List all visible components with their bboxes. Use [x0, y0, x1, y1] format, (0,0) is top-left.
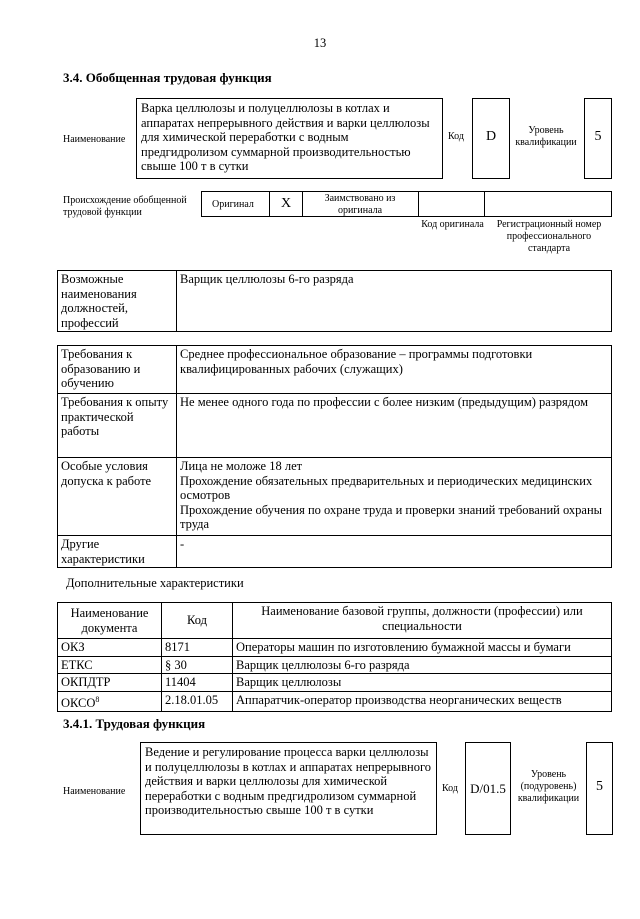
req-other-line: - — [180, 537, 185, 551]
possible-names-table — [57, 270, 612, 332]
code-value: D — [485, 129, 497, 144]
origin-label: Происхождение обобщенной трудовой функции — [63, 195, 187, 218]
req-special-line: Прохождение обучения по охране труда и проверки знаний требований охраны труда — [180, 502, 603, 531]
row-doc: ОКЗ — [58, 639, 162, 657]
req-special-line: Прохождение обязательных предварительных и периодических медицинских осмотров — [180, 473, 593, 502]
name-label: Наименование — [63, 134, 126, 145]
header-document: Наименование документа — [58, 603, 162, 639]
sub-level-value-box — [586, 742, 613, 835]
page-number: 13 — [313, 36, 327, 50]
section-heading: 3.4. Обобщенная трудовая функция — [63, 70, 272, 85]
row-doc: ОКПДТР — [58, 674, 162, 692]
possible-names-label: Возможные наименования должностей, профессий — [58, 271, 177, 332]
sub-name-label: Наименование — [63, 786, 126, 797]
row-name: Варщик целлюлозы — [233, 674, 612, 692]
sub-code-label: Код — [442, 783, 458, 794]
req-special-value — [177, 458, 612, 536]
code-label: Код — [448, 131, 464, 142]
row-code: 2.18.01.05 — [162, 691, 233, 712]
row-name: Варщик целлюлозы 6-го разряда — [233, 656, 612, 674]
sub-level-value: 5 — [596, 779, 603, 794]
possible-names-value: Варщик целлюлозы 6-го разряда — [177, 271, 612, 332]
sub-code-value: D/01.5 — [470, 781, 506, 796]
subsection-heading: 3.4.1. Трудовая функция — [63, 716, 206, 731]
function-name-text: Варка целлюлозы и полуцеллюлозы в котлах и аппаратах непрерывного действия и варки целлюлозы для химической переработки с водным предгидролизом суммарной производительностью свыше 100 т в сутки — [141, 101, 430, 173]
borrowed-label: Заимствовано из оригинала — [324, 193, 396, 216]
sub-function-name-text: Ведение и регулирование процесса варки целлюлозы и полуцеллюлозы в котлах и аппаратах непрерывного действия и варки целлюлозы для химической переработки с водным предгидролизом суммарной производительностью свыше 100 т в сутки — [145, 745, 432, 817]
original-label: Оригинал — [212, 199, 254, 210]
function-name-box — [136, 98, 443, 179]
req-education-line: Среднее профессиональное образование – программы подготовки квалифицированных рабочих (служащих) — [180, 347, 533, 376]
row-doc-text: ОКСО — [61, 695, 96, 710]
req-experience-line: Не менее одного года по профессии с более низким (предыдущим) разрядом — [180, 395, 589, 409]
row-code: 8171 — [162, 639, 233, 657]
level-value-box — [584, 98, 612, 179]
sub-function-name-box — [140, 742, 437, 835]
req-special-line: Лица не моложе 18 лет — [180, 459, 303, 473]
row-code: 11404 — [162, 674, 233, 692]
sub-code-value-box — [465, 742, 511, 835]
row-doc: ЕТКС — [58, 656, 162, 674]
req-other-label: Другие характеристики — [58, 536, 177, 568]
code-original-caption: Код оригинала — [421, 219, 484, 230]
footnote-mark: 8 — [95, 694, 100, 704]
req-other-value — [177, 536, 612, 568]
row-name: Операторы машин по изготовлению бумажной массы и бумаги — [233, 639, 612, 657]
row-code: § 30 — [162, 656, 233, 674]
row-name: Аппаратчик-оператор производства неорганических веществ — [233, 691, 612, 712]
level-value: 5 — [594, 129, 602, 144]
header-code: Код — [162, 603, 233, 639]
original-code-cell — [418, 191, 485, 217]
req-special-label: Особые условия допуска к работе — [58, 458, 177, 536]
row-doc — [58, 691, 162, 712]
additional-title: Дополнительные характеристики — [66, 576, 244, 590]
req-education-value — [177, 346, 612, 394]
req-experience-value — [177, 394, 612, 458]
req-education-label: Требования к образованию и обучению — [58, 346, 177, 394]
requirements-table — [57, 345, 612, 568]
sub-level-label: Уровень (подуровень) квалификации — [517, 769, 580, 804]
additional-table — [57, 602, 612, 712]
code-value-box — [472, 98, 510, 179]
original-mark: X — [280, 196, 292, 211]
level-label: Уровень квалификации — [515, 125, 577, 148]
header-name: Наименование базовой группы, должности (профессии) или специальности — [233, 603, 612, 639]
reg-number-caption: Регистрационный номер профессионального стандарта — [496, 219, 602, 254]
req-experience-label: Требования к опыту практической работы — [58, 394, 177, 458]
